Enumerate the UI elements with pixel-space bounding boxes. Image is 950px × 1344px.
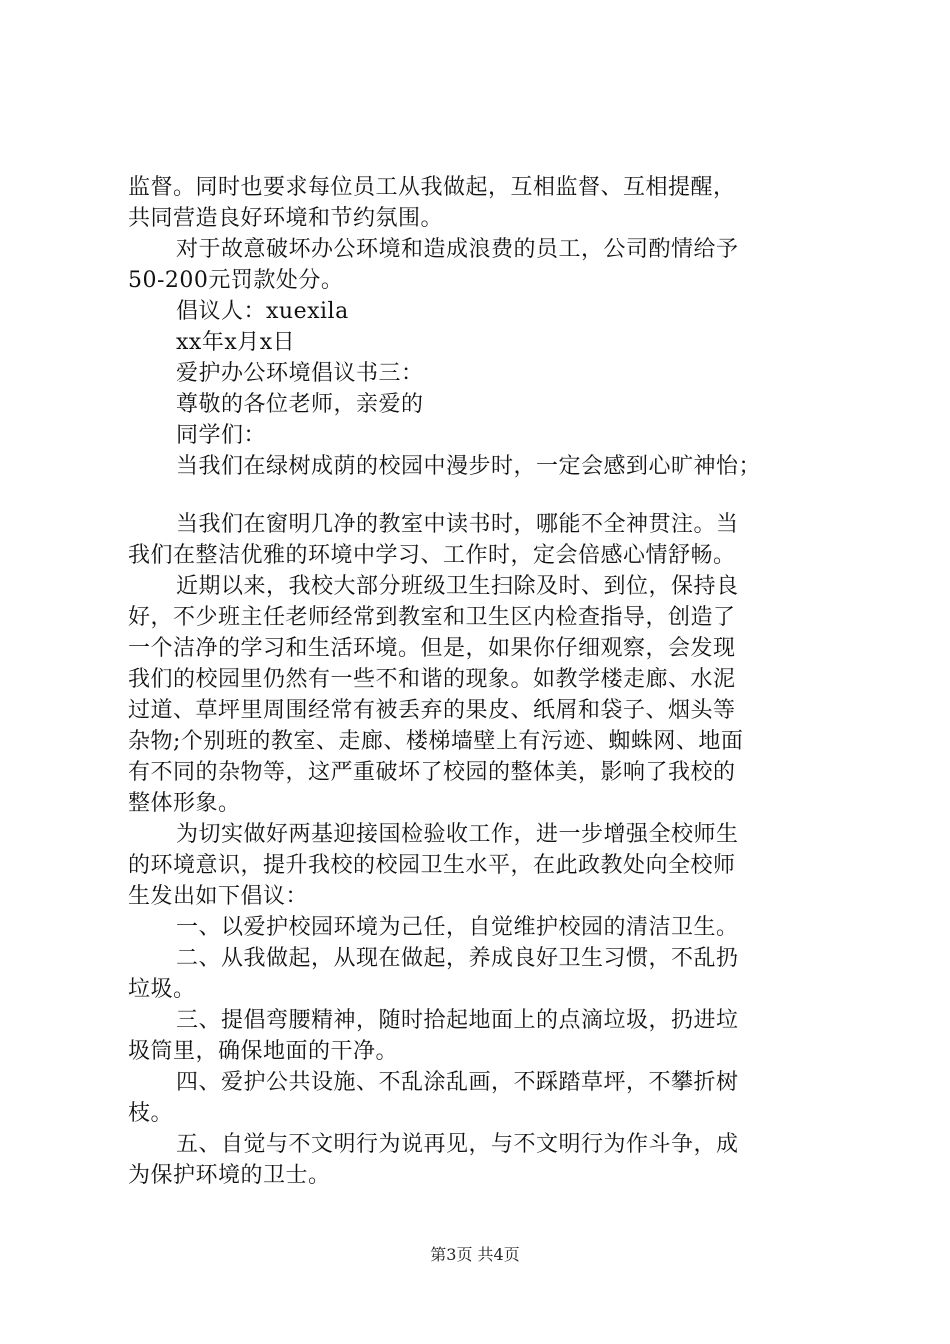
salutation-line: 尊敬的各位老师，亲爱的: [176, 392, 424, 417]
text-line: 我们在整洁优雅的环境中学习、工作时，定会倍感心情舒畅。: [128, 543, 736, 568]
text-line: 杂物;个别班的教室、走廊、楼梯墙壁上有污迹、蜘蛛网、地面: [128, 729, 744, 754]
proposal-item: 四、爱护公共设施、不乱涂乱画，不踩踏草坪，不攀折树: [176, 1070, 739, 1095]
proposal-item: 三、提倡弯腰精神，随时拾起地面上的点滴垃圾，扔进垃: [176, 1008, 739, 1033]
text-line: 对于故意破坏办公环境和造成浪费的员工，公司酌情给予: [176, 237, 739, 262]
text-line: 一个洁净的学习和生活环境。但是，如果你仔细观察，会发现: [128, 636, 736, 661]
text-line: 我们的校园里仍然有一些不和谐的现象。如教学楼走廊、水泥: [128, 667, 736, 692]
salutation-line: 同学们：: [176, 423, 267, 448]
date-line: xx年x月x日: [176, 330, 296, 355]
text-line: 共同营造良好环境和节约氛围。: [128, 206, 444, 231]
text-line: 监督。同时也要求每位员工从我做起，互相监督、互相提醒，: [128, 175, 736, 200]
proposal-item: 为保护环境的卫士。: [128, 1163, 331, 1188]
section-title: 爱护办公环境倡议书三：: [176, 361, 424, 386]
text-line: 生发出如下倡议：: [128, 884, 309, 909]
text-line: 整体形象。: [128, 791, 241, 816]
text-line: 当我们在窗明几净的教室中读书时，哪能不全神贯注。当: [176, 512, 739, 537]
page-number: 第3页 共4页: [430, 1245, 520, 1264]
text-line: 为切实做好两基迎接国检验收工作，进一步增强全校师生: [176, 822, 739, 847]
proposal-item: 圾筒里，确保地面的干净。: [128, 1039, 399, 1064]
text-line: 近期以来，我校大部分班级卫生扫除及时、到位，保持良: [176, 574, 739, 599]
text-line: 好，不少班主任老师经常到教室和卫生区内检查指导，创造了: [128, 605, 736, 630]
proposal-item: 五、自觉与不文明行为说再见，与不文明行为作斗争，成: [176, 1132, 739, 1157]
text-line: 当我们在绿树成荫的校园中漫步时，一定会感到心旷神怡；: [176, 454, 762, 479]
paragraph-gap: [128, 482, 828, 509]
proposer-line: 倡议人：xuexila: [176, 299, 349, 324]
proposal-item: 枝。: [128, 1101, 174, 1126]
text-line: 的环境意识，提升我校的校园卫生水平，在此政教处向全校师: [128, 853, 736, 878]
text-line: 过道、草坪里周围经常有被丢弃的果皮、纸屑和袋子、烟头等: [128, 698, 736, 723]
document-body: [128, 172, 828, 1191]
text-line: 50-200元罚款处分。: [128, 268, 344, 293]
proposal-item: 二、从我做起，从现在做起，养成良好卫生习惯，不乱扔: [176, 946, 739, 971]
proposal-item: 一、以爱护校园环境为己任，自觉维护校园的清洁卫生。: [176, 915, 739, 940]
text-line: 有不同的杂物等，这严重破坏了校园的整体美，影响了我校的: [128, 760, 736, 785]
proposal-item: 垃圾。: [128, 977, 196, 1002]
